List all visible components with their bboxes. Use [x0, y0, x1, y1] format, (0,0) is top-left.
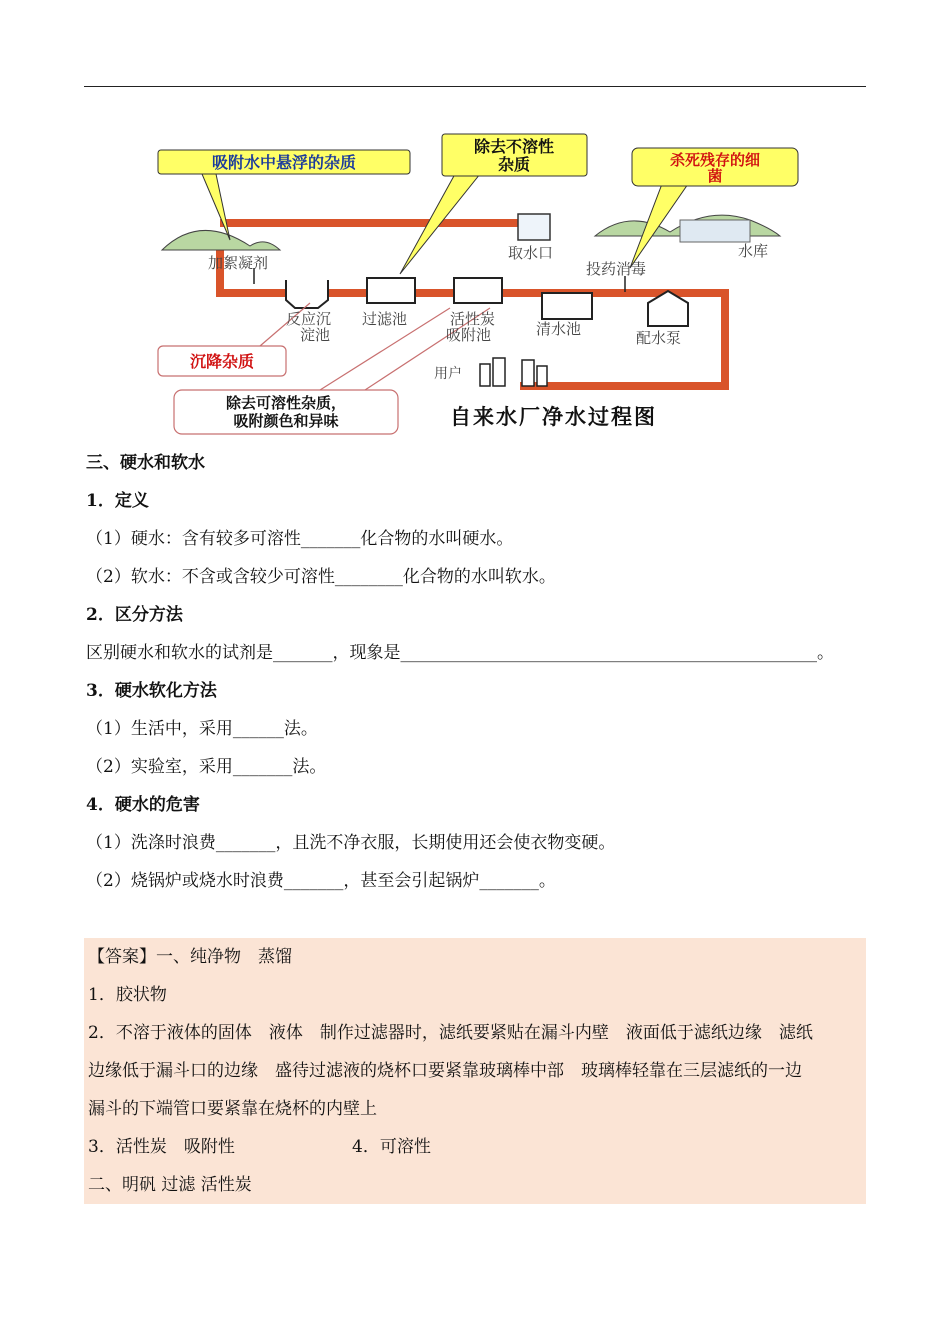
callout-adsorb-text: 吸附水中悬浮的杂质: [211, 153, 357, 172]
label-carbon-1: 活性炭: [450, 310, 496, 328]
reservoir-water: [680, 220, 750, 242]
label-reservoir: 水库: [738, 242, 769, 260]
label-coagulant: 加絮凝剂: [208, 254, 269, 272]
label-carbon-2: 吸附池: [446, 326, 492, 344]
callout-kill-text-2: 菌: [707, 167, 723, 185]
callout-insoluble-text-1: 除去不溶性: [473, 137, 555, 156]
label-user: 用户: [434, 366, 462, 382]
user-building: [537, 366, 547, 386]
distinguish-heading: 2．区分方法: [86, 605, 183, 625]
callout-soluble-text-1: 除去可溶性杂质，: [225, 394, 347, 412]
label-filter: 过滤池: [362, 310, 408, 328]
label-sediment-1: 反应沉: [286, 310, 332, 328]
answer-line: 2．不溶于液体的固体 液体 制作过滤器时，滤纸要紧贴在漏斗内壁 液面低于滤纸边缘 滤纸: [88, 1023, 813, 1043]
callout-insoluble-text-2: 杂质: [497, 155, 531, 174]
hill-left: [162, 230, 280, 250]
definition-soft-water: （2）软水：不含或含较少可溶性________化合物的水叫软水。: [86, 567, 556, 587]
harm-washing: （1）洗涤时浪费_______，且洗不净衣服，长期使用还会使衣物变硬。: [86, 833, 616, 853]
definition-hard-water: （1）硬水：含有较多可溶性_______化合物的水叫硬水。: [86, 529, 514, 549]
header-rule: [84, 86, 866, 87]
label-sediment-2: 淀池: [300, 326, 331, 344]
definition-heading: 1．定义: [86, 491, 149, 511]
section-heading: 三、硬水和软水: [86, 453, 205, 473]
softening-heading: 3．硬水软化方法: [86, 681, 217, 701]
answer-line: 4．可溶性: [352, 1137, 431, 1157]
diagram-title: 自来水厂净水过程图: [450, 404, 657, 429]
user-building: [480, 364, 490, 386]
answer-box: [84, 938, 866, 1204]
answer-line: 漏斗的下端管口要紧靠在烧杯的内壁上: [88, 1099, 377, 1119]
filter-tank: [367, 278, 415, 303]
clear-tank: [542, 293, 592, 319]
carbon-tank: [454, 278, 502, 303]
user-building: [493, 358, 505, 386]
softening-life: （1）生活中，采用______法。: [86, 719, 318, 739]
callout-kill-text-1: 杀死残存的细: [669, 151, 761, 169]
answer-line: 【答案】一、纯净物 蒸馏: [88, 947, 292, 967]
sediment-tank: [286, 280, 328, 308]
distinguish-text: 区别硬水和软水的试剂是_______，现象是_________________________________________________。: [86, 643, 834, 663]
answer-line: 3．活性炭 吸附性: [88, 1137, 235, 1157]
answer-line: 边缘低于漏斗口的边缘 盛待过滤液的烧杯口要紧靠玻璃棒中部 玻璃棒轻靠在三层滤纸的一边: [88, 1061, 802, 1081]
water-purification-diagram: [150, 128, 802, 438]
answer-line: 1．胶状物: [88, 985, 167, 1005]
callout-settle-text: 沉降杂质: [189, 352, 255, 371]
label-clear: 清水池: [536, 320, 582, 338]
label-disinfect: 投药消毒: [586, 260, 647, 278]
softening-lab: （2）实验室，采用_______法。: [86, 757, 327, 777]
label-intake: 取水口: [508, 244, 554, 262]
answer-line: 二、明矾 过滤 活性炭: [88, 1175, 252, 1195]
user-building: [522, 360, 534, 386]
harm-boiler: （2）烧锅炉或烧水时浪费_______，甚至会引起锅炉_______。: [86, 871, 556, 891]
intake-box: [518, 214, 550, 240]
label-pump: 配水泵: [636, 329, 682, 347]
callout-soluble-text-2: 吸附颜色和异味: [233, 412, 339, 430]
harm-heading: 4．硬水的危害: [86, 795, 200, 815]
